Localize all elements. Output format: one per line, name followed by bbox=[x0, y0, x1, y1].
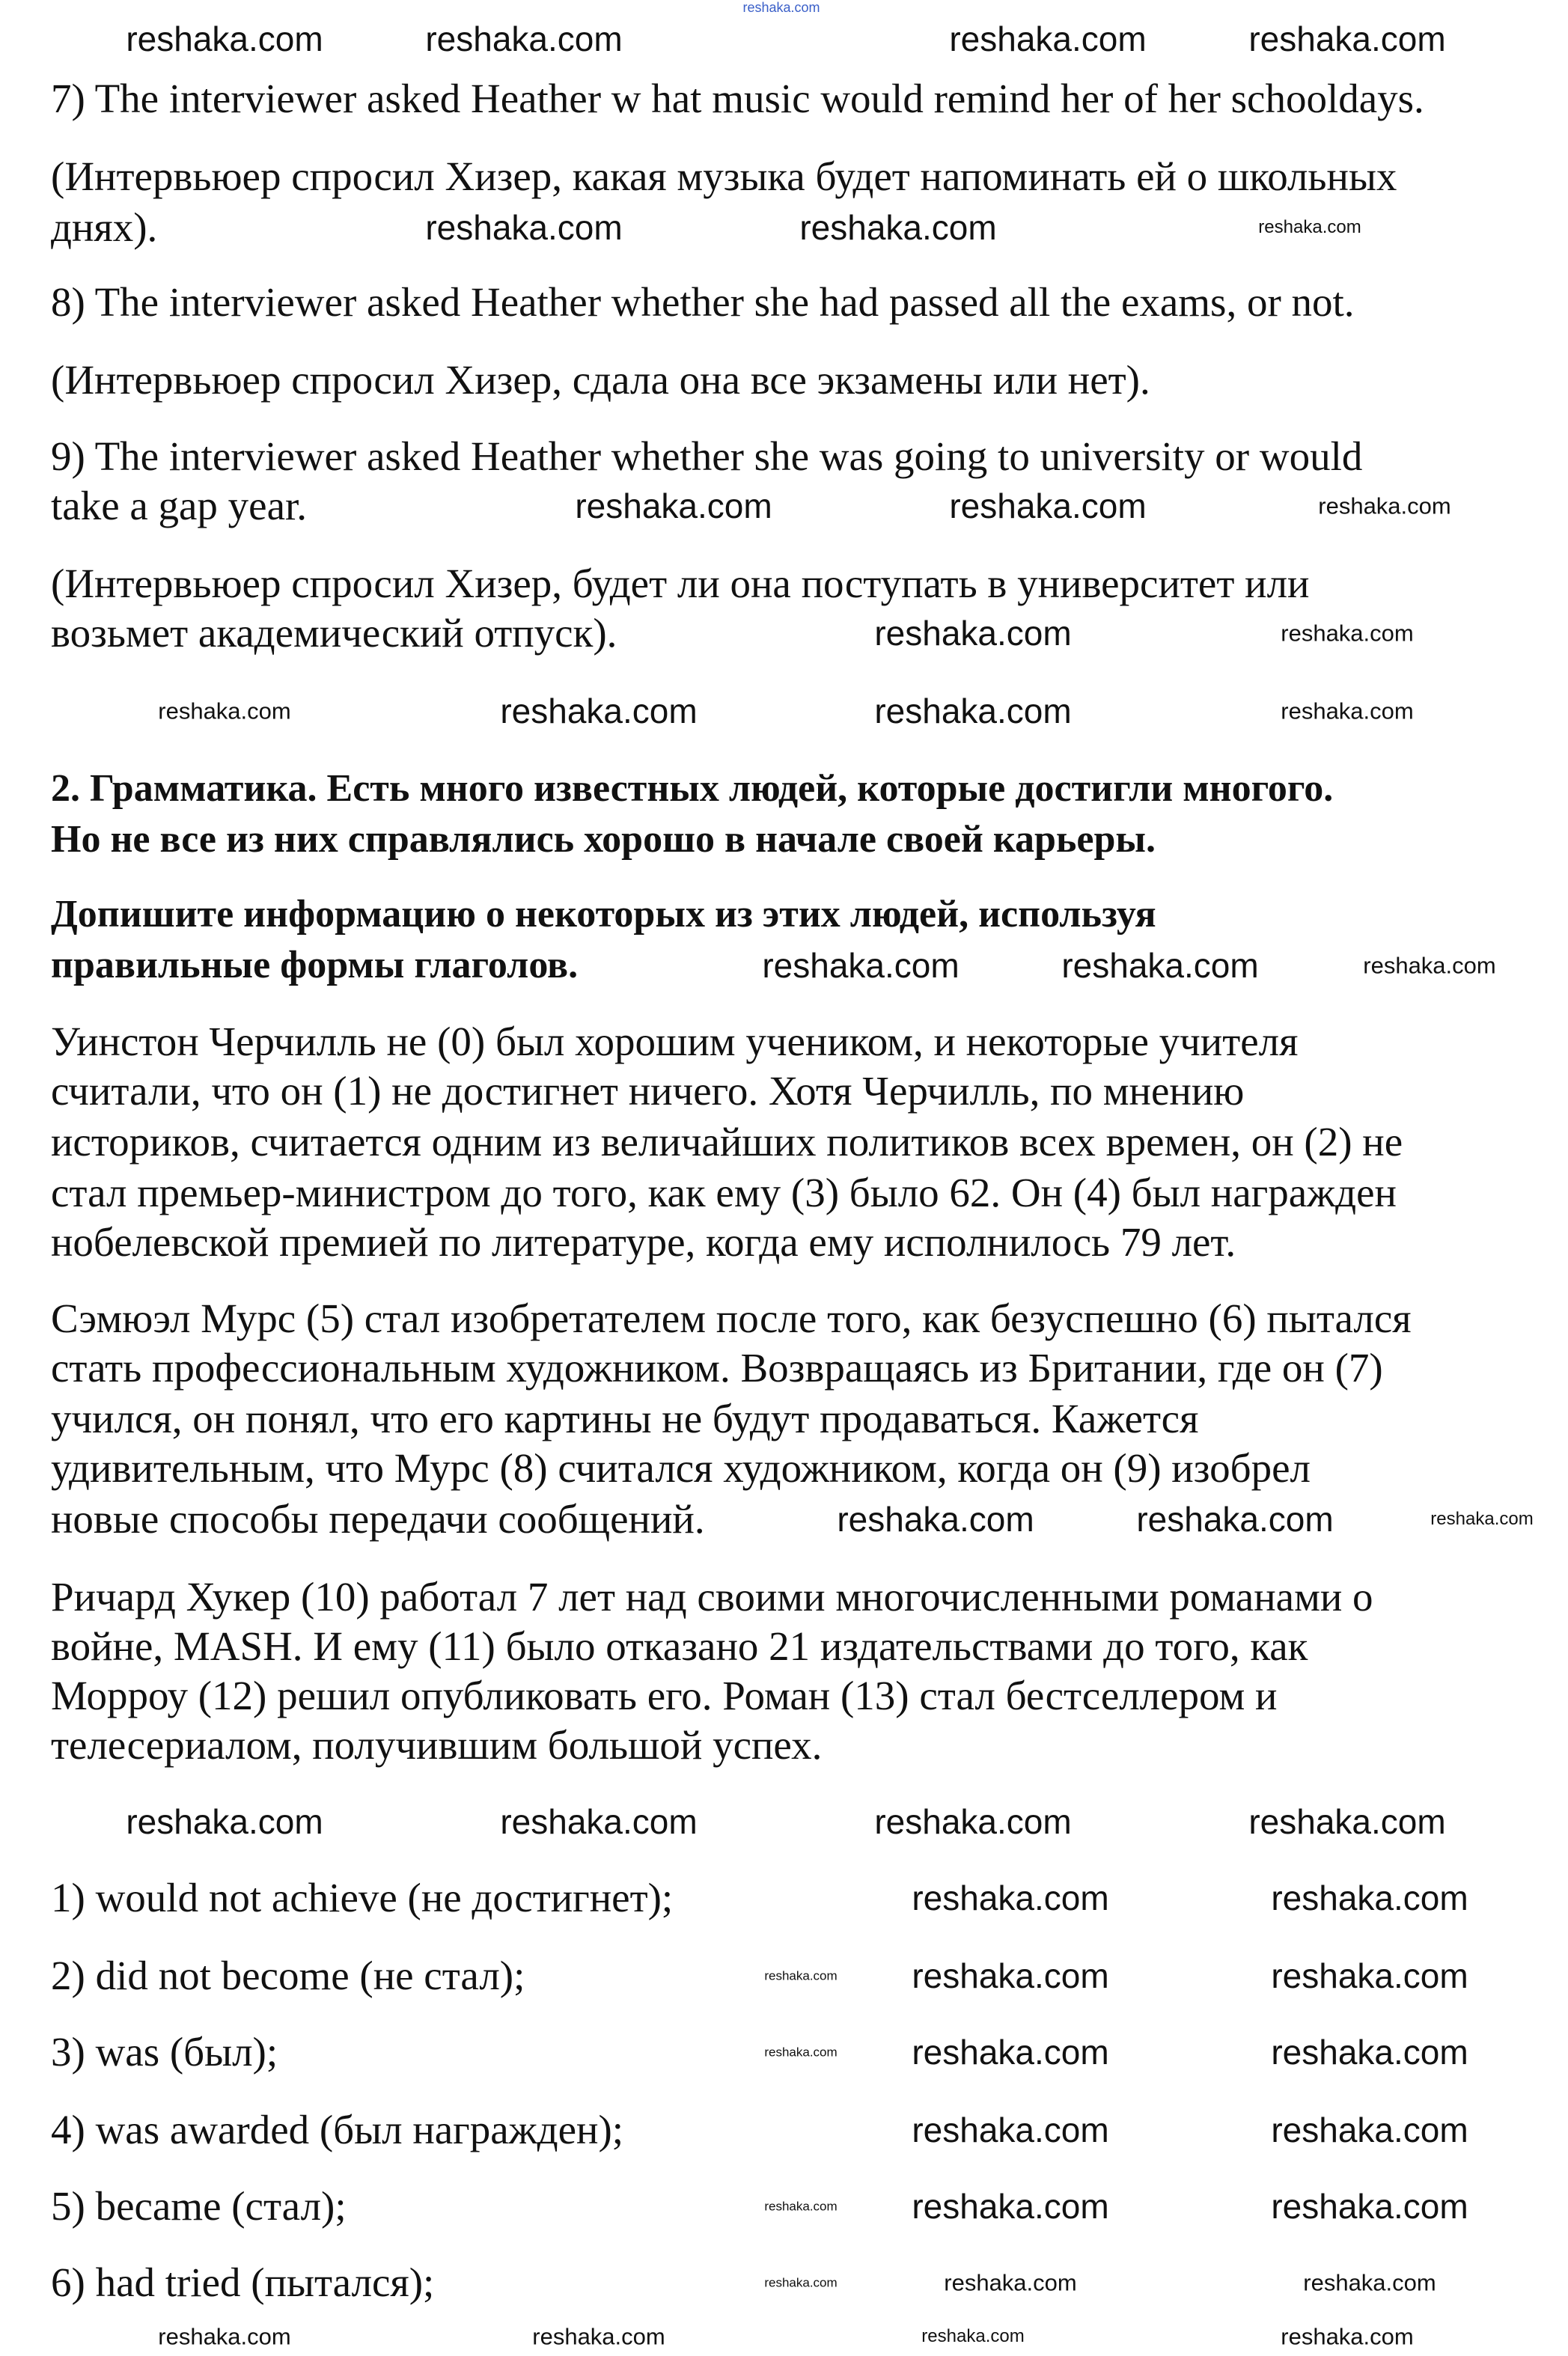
watermark: reshaka.com bbox=[1271, 2111, 1468, 2149]
task-text-line: Сэмюэл Мурс (5) стал изобретателем после того, как безуспешно (6) пытался bbox=[51, 1296, 1412, 1341]
watermark: reshaka.com bbox=[764, 2045, 838, 2060]
task-text-line: Ричард Хукер (10) работал 7 лет над своими многочисленными романами о bbox=[51, 1574, 1373, 1620]
task-text-line: учился, он понял, что его картины не будут продаваться. Кажется bbox=[51, 1396, 1199, 1441]
watermark: reshaka.com bbox=[944, 2269, 1077, 2296]
watermark: reshaka.com bbox=[1061, 946, 1259, 985]
watermark: reshaka.com bbox=[762, 946, 960, 985]
task-heading: 2. Грамматика. Есть много известных людей, которые достигли многого. bbox=[51, 767, 1334, 810]
task-text-line: стать профессиональным художником. Возвращаясь из Британии, где он (7) bbox=[51, 1345, 1383, 1391]
answer-8-russian: (Интервьюер спросил Хизер, сдала она все экзамены или нет). bbox=[51, 357, 1150, 403]
watermark: reshaka.com bbox=[949, 19, 1147, 58]
watermark: reshaka.com bbox=[764, 2199, 838, 2214]
watermark: reshaka.com bbox=[874, 692, 1072, 730]
task-text-line: считали, что он (1) не достигнет ничего. Хотя Черчилль, по мнению bbox=[51, 1068, 1245, 1114]
watermark: reshaka.com bbox=[1363, 952, 1496, 979]
watermark: reshaka.com bbox=[500, 1802, 698, 1841]
watermark: reshaka.com bbox=[1258, 217, 1361, 237]
watermark: reshaka.com bbox=[425, 208, 623, 247]
watermark: reshaka.com bbox=[874, 1802, 1072, 1841]
task-text-line: Морроу (12) решил опубликовать его. Роман (13) стал бестселлером и bbox=[51, 1673, 1278, 1718]
watermark: reshaka.com bbox=[1303, 2269, 1436, 2296]
watermark: reshaka.com bbox=[949, 486, 1147, 525]
watermark: reshaka.com bbox=[1281, 2323, 1414, 2350]
watermark: reshaka.com bbox=[912, 2187, 1109, 2226]
watermark: reshaka.com bbox=[1136, 1500, 1334, 1539]
watermark: reshaka.com bbox=[158, 2323, 291, 2350]
watermark: reshaka.com bbox=[1271, 1879, 1468, 1917]
watermark: reshaka.com bbox=[1430, 1509, 1534, 1529]
watermark: reshaka.com bbox=[1248, 19, 1446, 58]
watermark: reshaka.com bbox=[912, 1956, 1109, 1995]
watermark: reshaka.com bbox=[837, 1500, 1034, 1539]
task-heading-cont: Но не все из них справлялись хорошо в начале своей карьеры. bbox=[51, 818, 1156, 861]
watermark: reshaka.com bbox=[500, 692, 698, 730]
task-text-line: телесериалом, получившим большой успех. bbox=[51, 1722, 823, 1768]
watermark: reshaka.com bbox=[1281, 698, 1414, 724]
task-text-line: новые способы передачи сообщений. bbox=[51, 1496, 705, 1542]
answer-9-english-cont: take a gap year. bbox=[51, 483, 308, 528]
watermark: reshaka.com bbox=[874, 614, 1072, 653]
watermark: reshaka.com bbox=[912, 1879, 1109, 1917]
answer-8-english: 8) The interviewer asked Heather whether she had passed all the exams, or not. bbox=[51, 279, 1355, 325]
task-text-line: историков, считается одним из величайших политиков всех времен, он (2) не bbox=[51, 1119, 1403, 1165]
watermark: reshaka.com bbox=[1248, 1802, 1446, 1841]
watermark: reshaka.com bbox=[126, 1802, 323, 1841]
watermark: reshaka.com bbox=[1271, 1956, 1468, 1995]
answer-7-russian-cont: днях). bbox=[51, 204, 158, 250]
answer-9-russian: (Интервьюер спросил Хизер, будет ли она поступать в университет или bbox=[51, 561, 1310, 606]
task-text-line: войне, MASH. И ему (11) было отказано 21 издательствами до того, как bbox=[51, 1623, 1308, 1669]
task-text-line: удивительным, что Мурс (8) считался художником, когда он (9) изобрел bbox=[51, 1445, 1311, 1491]
answer-line: 2) did not become (не стал); bbox=[51, 1953, 525, 1998]
watermark: reshaka.com bbox=[1281, 620, 1414, 647]
watermark: reshaka.com bbox=[575, 486, 772, 525]
task-text-line: нобелевской премией по литературе, когда ему исполнилось 79 лет. bbox=[51, 1219, 1236, 1265]
answer-7-russian: (Интервьюер спросил Хизер, какая музыка будет напоминать ей о школьных bbox=[51, 153, 1397, 199]
watermark: reshaka.com bbox=[126, 19, 323, 58]
watermark: reshaka.com bbox=[799, 208, 997, 247]
task-text-line: Уинстон Черчилль не (0) был хорошим учеником, и некоторые учителя bbox=[51, 1019, 1299, 1064]
watermark: reshaka.com bbox=[158, 698, 291, 724]
watermark: reshaka.com bbox=[764, 2275, 838, 2290]
task-instruction-cont: правильные формы глаголов. bbox=[51, 944, 579, 986]
answer-7-english: 7) The interviewer asked Heather w hat music would remind her of her schooldays. bbox=[51, 76, 1424, 121]
watermark: reshaka.com bbox=[532, 2323, 665, 2350]
watermark: reshaka.com bbox=[425, 19, 623, 58]
watermark: reshaka.com bbox=[764, 1968, 838, 1983]
answer-line: 5) became (стал); bbox=[51, 2183, 347, 2229]
watermark: reshaka.com bbox=[1318, 492, 1451, 519]
answer-line: 4) was awarded (был награжден); bbox=[51, 2107, 624, 2152]
watermark: reshaka.com bbox=[921, 2326, 1025, 2346]
answer-9-russian-cont: возьмет академический отпуск). bbox=[51, 610, 617, 656]
watermark: reshaka.com bbox=[912, 2111, 1109, 2149]
answer-9-english: 9) The interviewer asked Heather whether she was going to university or would bbox=[51, 433, 1363, 479]
task-instruction: Допишите информацию о некоторых из этих людей, используя bbox=[51, 893, 1156, 936]
answer-line: 3) was (был); bbox=[51, 2029, 278, 2075]
watermark: reshaka.com bbox=[1271, 2187, 1468, 2226]
answer-line: 1) would not achieve (не достигнет); bbox=[51, 1875, 674, 1920]
task-text-line: стал премьер-министром до того, как ему (3) было 62. Он (4) был награжден bbox=[51, 1170, 1397, 1215]
watermark: reshaka.com bbox=[912, 2033, 1109, 2072]
watermark: reshaka.com bbox=[1271, 2033, 1468, 2072]
answer-line: 6) had tried (пытался); bbox=[51, 2259, 435, 2305]
watermark: reshaka.com bbox=[742, 0, 820, 15]
